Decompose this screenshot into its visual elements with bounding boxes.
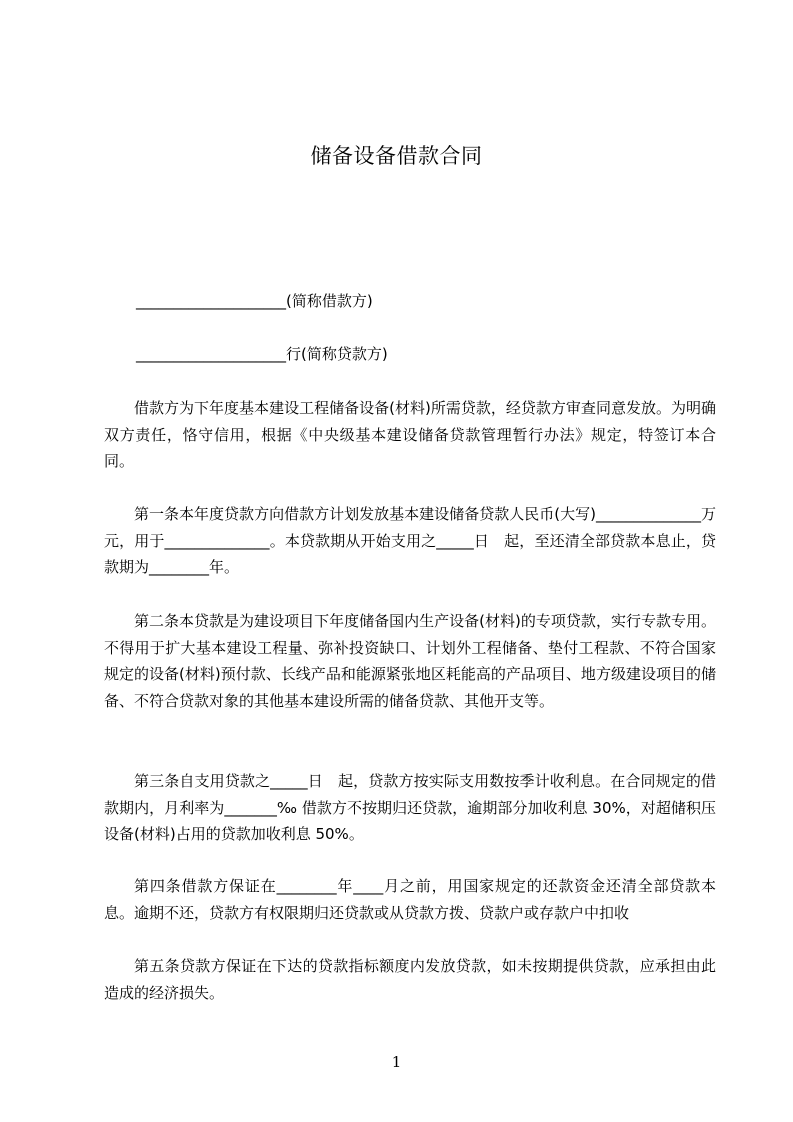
article-5-paragraph	[104, 953, 716, 1006]
preamble-paragraph	[104, 395, 716, 475]
article-5-text: 第五条贷款方保证在下达的贷款指标额度内发放贷款，如未按期提供贷款，应承担由此造成的经济损失。	[104, 957, 716, 1002]
article-4-text: 第四条借款方保证在________年____月之前，用国家规定的还款资金还清全部贷款本息。逾期不还，贷款方有权限期归还贷款或从贷款方拨、贷款户或存款户中扣收	[104, 877, 716, 922]
article-1-text: 第一条本年度贷款方向借款方计划发放基本建设储备贷款人民币(大写)______________万元，用于______________。本贷款期从开始支用之_____日 起，至还清全部贷款本息止，贷款期为________年。	[104, 505, 716, 576]
article-4-paragraph	[104, 873, 716, 926]
page-number: 1	[391, 1053, 402, 1071]
article-2-paragraph	[104, 608, 716, 714]
article-2-text: 第二条本贷款是为建设项目下年度储备国内生产设备(材料)的专项贷款，实行专款专用。不得用于扩大基本建设工程量、弥补投资缺口、计划外工程储备、垫付工程款、不符合国家规定的设备(材料)预付款、长线产品和能源紧张地区耗能高的产品项目、地方级建设项目的储备、不符合贷款对象的其他基本建设所需的储备贷款、其他开支等。	[104, 612, 716, 710]
document-title: 储备设备借款合同	[310, 144, 483, 168]
article-3-paragraph	[104, 768, 716, 848]
article-1-paragraph	[104, 501, 716, 581]
party-lender-line: ____________________行(简称贷款方)	[136, 345, 388, 363]
party-borrower-line: ____________________(简称借款方)	[136, 292, 373, 310]
article-3-text: 第三条自支用贷款之_____日 起，贷款方按实际支用数按季计收利息。在合同规定的借款期内，月利率为_______‰ 借款方不按期归还贷款，逾期部分加收利息 30%，对超储积压设备(材料)占用的贷款加收利息 50%。	[104, 772, 716, 843]
preamble-text: 借款方为下年度基本建设工程储备设备(材料)所需贷款，经贷款方审查同意发放。为明确双方责任，恪守信用，根据《中央级基本建设储备贷款管理暂行办法》规定，特签订本合同。	[104, 399, 716, 470]
